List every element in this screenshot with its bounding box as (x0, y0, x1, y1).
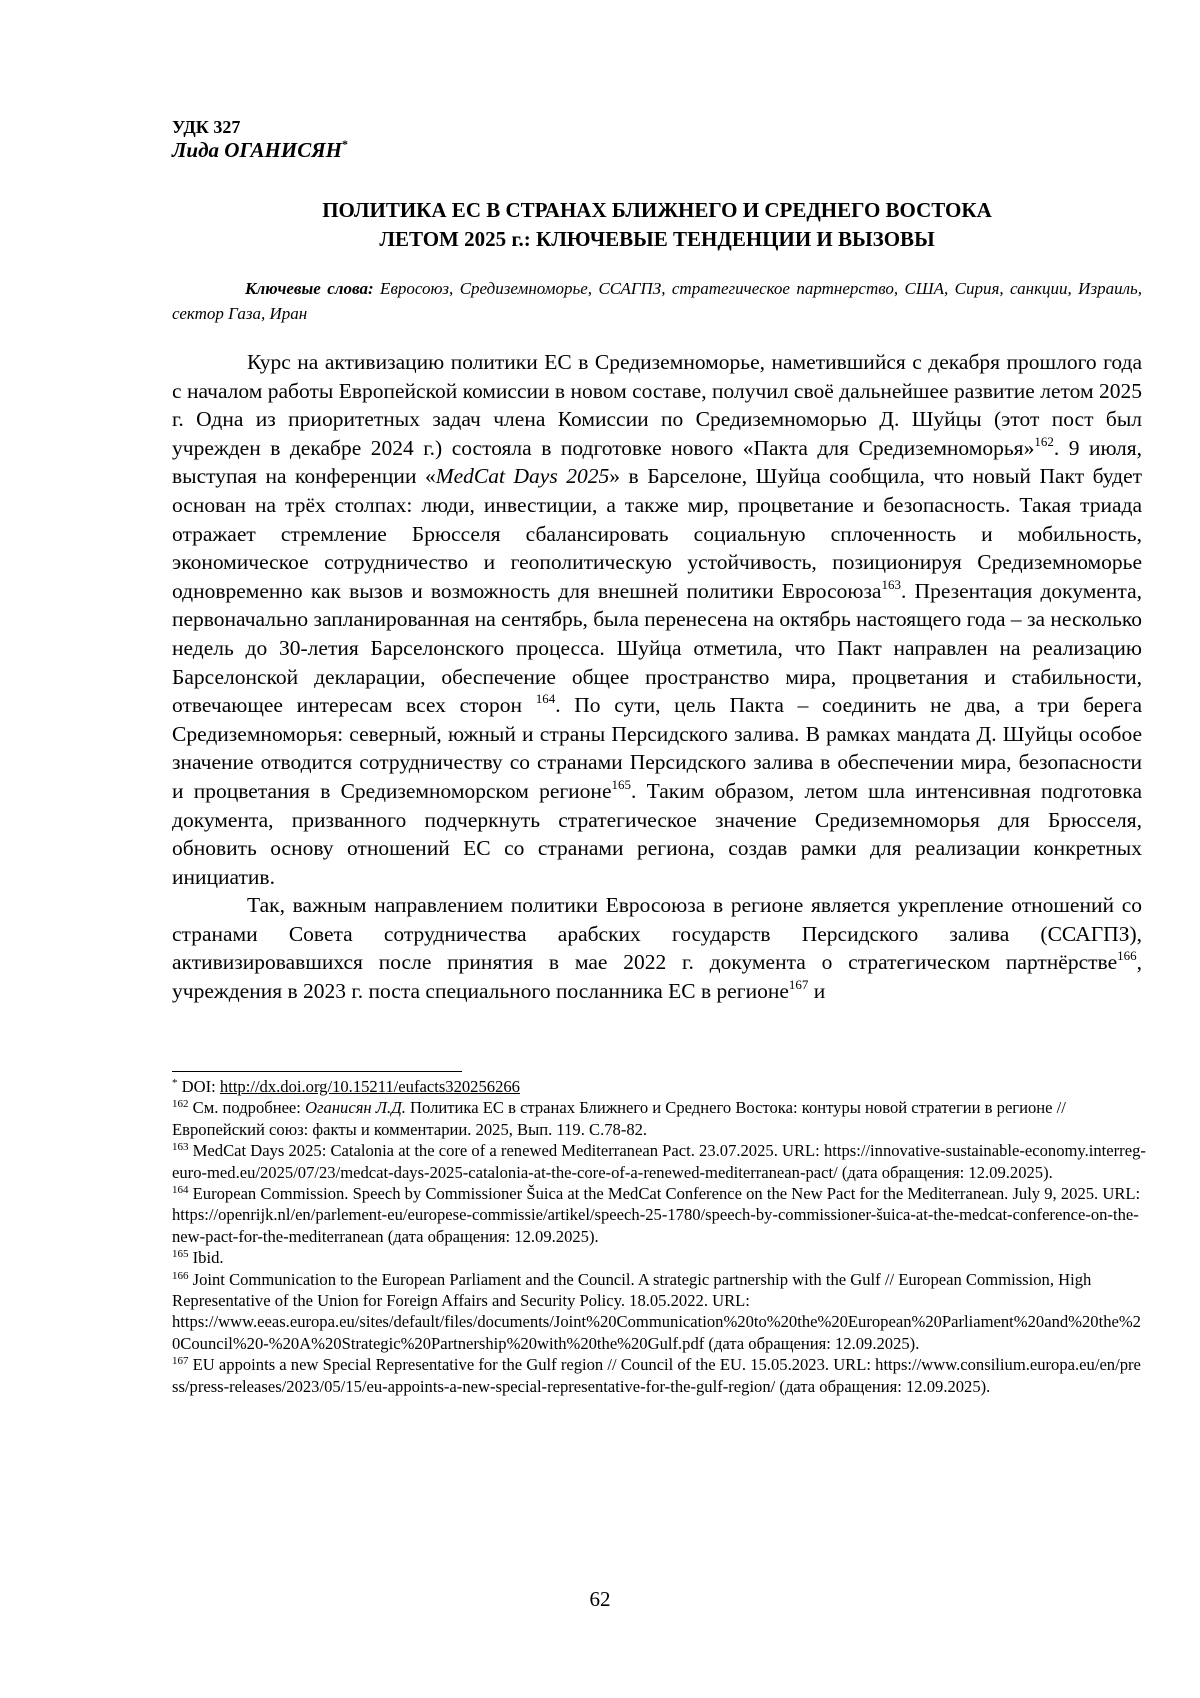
footnote-165 (172, 1247, 1147, 1268)
footnote-167 (172, 1354, 1147, 1397)
body-paragraph-1 (172, 348, 1142, 891)
body-text-run: , учреждения в 2023 г. поста специального посланника ЕС в регионе (172, 950, 1142, 1004)
footnote-163 (172, 1140, 1147, 1183)
footnote-ref-167: 167 (788, 977, 809, 993)
author-name-text: Лида ОГАНИСЯН (172, 138, 343, 162)
footnote-text: Политика ЕС в странах Ближнего и Среднего Востока: контуры новой стратегии в регионе // Европейский союз: факты и комментарии. 2025, Вып. 119. С.78-82. (172, 1098, 1066, 1139)
footnote-mark: 163 (172, 1141, 189, 1154)
body-text-run: » в Барселоне, Шуйца сообщила, что новый Пакт будет основан на трёх столпах: люди, инвестиции, а также мир, процветание и безопасность. Такая триада отражает стремление Брюсселя сбалансировать социальную сплоченность и мобильность, экономическое сотрудничество и геополитическую устойчивость, позиционируя Средиземноморье одновременно как вызов и возможность для внешней политики Евросоюза (172, 464, 1143, 603)
footnote-doi-label: DOI: (177, 1077, 220, 1096)
footnote-author: Оганисян Л.Д. (305, 1098, 406, 1118)
footnote-ref-163: 163 (881, 576, 901, 592)
udk-code: УДК 327 (172, 117, 241, 137)
footnote-url: https://www.eeas.europa.eu/sites/default/files/documents/Joint%20Communication%20to%20the%20European%20Parliament%20and%20the%20Council%20-%20A%20Strategic%20Partnership%20with%20the%20Gulf.pdf (172, 1312, 1141, 1353)
footnote-mark: 166 (172, 1269, 189, 1282)
body-text-run: . Таким образом, летом шла интенсивная подготовка документа, призванного подчеркнуть стратегическое значение Средиземноморья для Брюсселя, обновить основу отношений ЕС со странами региона, создав рамки для реализации конкретных инициатив. (172, 778, 1142, 889)
footnote-text: (дата обращения: 12.09.2025). (704, 1333, 920, 1353)
footnote-text: European Commission. Speech by Commissioner Šuica at the MedCat Conference on the New Pact for the Mediterranean. July 9, 2025. URL: https://openrijk.nl/en/parlement-eu/europese-commissie/artikel/speech-25-1780/speech-by-commissioner-šuica-at-the-medcat-conference-on-the-new-pact-for-the-mediterranean (дата обращения: 12.09.2025). (172, 1184, 1141, 1246)
doi-link[interactable]: http://dx.doi.org/10.15211/eufacts320256266 (219, 1077, 520, 1096)
article-title-line-1: ПОЛИТИКА ЕС В СТРАНАХ БЛИЖНЕГО И СРЕДНЕГО ВОСТОКА (322, 198, 992, 222)
footnote-mark: 164 (172, 1184, 189, 1197)
footnote-mark: * (172, 1077, 178, 1089)
event-name: MedCat Days 2025 (435, 464, 610, 489)
body-text-run: . По сути, цель Пакта – соединить не два, а три берега Средиземноморья: северный, южный и страны Персидского залива. В рамках мандата Д. Шуйцы особое значение отводится сотрудничеству со странами Персидского залива в обеспечении мира, безопасности и процветания в Средиземноморском регионе (172, 693, 1142, 803)
footnote-mark: 167 (172, 1355, 189, 1368)
article-body (172, 348, 1142, 1006)
footnote-divider (172, 1071, 462, 1072)
footnote-doi (172, 1076, 1147, 1097)
footnote-166 (172, 1269, 1147, 1355)
footnotes (172, 1076, 1147, 1397)
footnote-text: См. подробнее: (188, 1098, 306, 1118)
body-text-run: . Презентация документа, первоначально запланированная на сентябрь, была перенесена на октябрь настоящего года – за несколько недель до 30-летия Барселонского процесса. Шуйца отметила, что Пакт направлен на реализацию Барселонской декларации, обеспечение общее пространство мира, процветания и стабильности, отвечающее интересам всех сторон (172, 578, 1143, 718)
keywords-label: Ключевые слова: (245, 279, 374, 298)
footnote-164 (172, 1183, 1147, 1247)
keywords-list: Евросоюз, Средиземноморье, ССАГПЗ, стратегическое партнерство, США, Сирия, санкции, Израиль, сектор Газа, Иран (172, 279, 1142, 323)
footnote-ref-165: 165 (611, 776, 631, 792)
footnote-162 (172, 1097, 1147, 1140)
footnote-text: MedCat Days 2025: Catalonia at the core of a renewed Mediterranean Pact. 23.07.2025. URL: https://innovative-sustainable-economy.interreg-euro-med.eu/2025/07/23/medcat-days-2025-catalonia-at-the-core-of-a-renewed-mediterranean-pact/ (дата обращения: 12.09.2025). (172, 1141, 1146, 1182)
body-text-run: Курс на активизацию политики ЕС в Средиземноморье, наметившийся с декабря прошлого года с началом работы Европейской комиссии в новом составе, получил своё дальнейшее развитие летом 2025 г. Одна из приоритетных задач члена Комиссии по Средиземноморью Д. Шуйцы (этот пост был учрежден в декабре 2024 г.) состояла в подготовке нового «Пакта для Средиземноморья» (172, 350, 1142, 460)
footnote-ref-164: 164 (535, 691, 556, 707)
footnote-mark: 162 (172, 1098, 189, 1111)
footnote-mark: 165 (172, 1248, 189, 1261)
keywords (172, 276, 1142, 326)
author-footnote-mark: * (342, 137, 349, 151)
body-text-run: . 9 июля, выступая на конференции « (172, 435, 1143, 489)
footnote-text: Ibid. (188, 1248, 224, 1268)
footnote-text: Joint Communication to the European Parliament and the Council. A strategic partnership with the Gulf // European Commission, High Representative of the Union for Foreign Affairs and Security Policy. 18.05.2022. URL: (172, 1269, 1092, 1311)
body-text-run: и (808, 979, 826, 1004)
body-text-run: Так, важным направлением политики Евросоюза в регионе является укрепление отношений со странами Совета сотрудничества арабских государств Персидского залива (ССАГПЗ), активизировавшихся после принятия в мае 2022 г. документа о стратегическом партнёрстве (172, 893, 1142, 975)
footnote-text: EU appoints a new Special Representative for the Gulf region // Council of the EU. 15.05.2023. URL: https://www.consilium.europa.eu/en/press/press-releases/2023/05/15/eu-appoints-a-new-special-representative-for-the-gulf-region/ (дата обращения: 12.09.2025). (172, 1355, 1141, 1396)
author-name (172, 137, 348, 163)
body-paragraph-2 (172, 891, 1142, 1005)
footnote-ref-162: 162 (1034, 433, 1054, 449)
page-number: 62 (589, 1587, 611, 1611)
article-title-line-2: ЛЕТОМ 2025 г.: КЛЮЧЕВЫЕ ТЕНДЕНЦИИ И ВЫЗОВЫ (379, 227, 935, 251)
footnote-ref-166: 166 (1117, 948, 1137, 964)
article-title (172, 196, 1142, 254)
